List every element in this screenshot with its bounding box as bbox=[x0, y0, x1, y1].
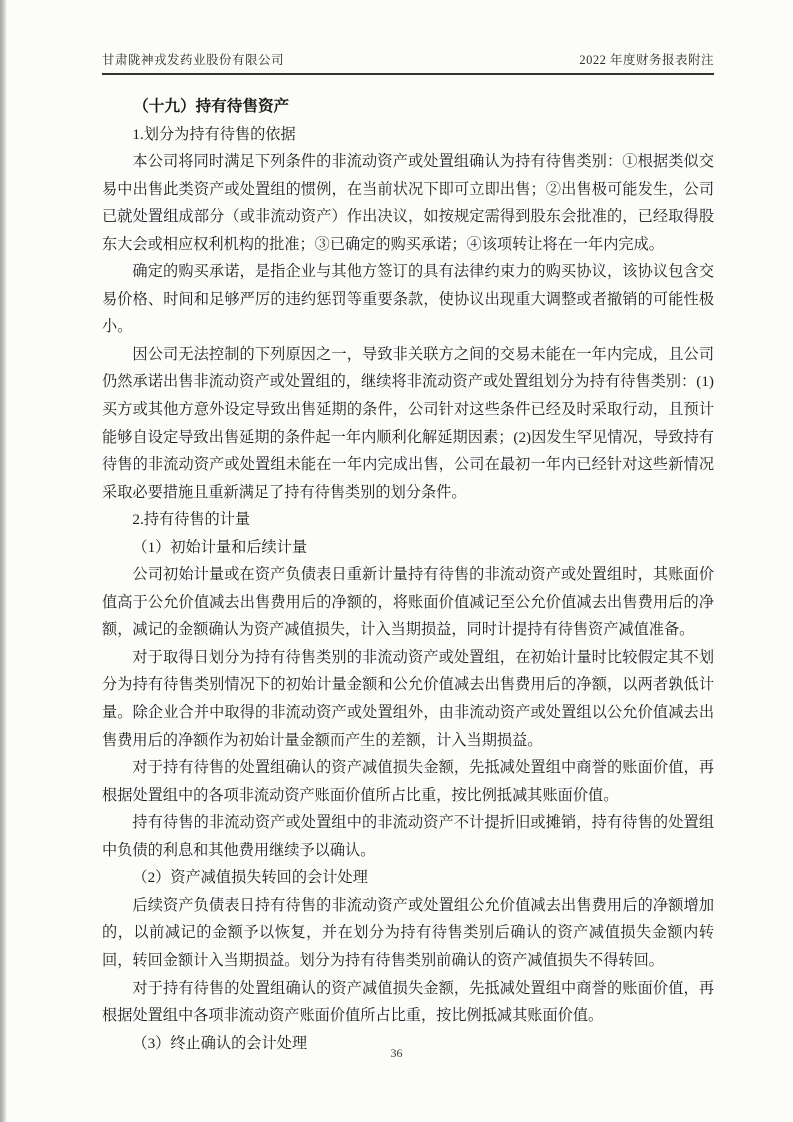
subheading-derecognition: （3）终止确认的会计处理 bbox=[132, 1034, 308, 1052]
page-header bbox=[102, 50, 714, 75]
body-paragraph: 本公司将同时满足下列条件的非流动资产或处置组确认为持有待售类别：①根据类似交易中出售此类资产或处置组的惯例，在当前状况下即可立即出售；②出售极可能发生，公司已就处置组成部分（或非流动资产）作出决议，如按规定需得到股东会批准的，已经取得股东大会或相应权利机构的批准；③已确定的购买承诺；④该项转让将在一年内完成。 bbox=[102, 153, 714, 253]
body-paragraph: 持有待售的非流动资产或处置组中的非流动资产不计提折旧或摊销，持有待售的处置组中负债的利息和其他费用继续予以确认。 bbox=[102, 814, 714, 859]
body-paragraph: 公司初始计量或在资产负债表日重新计量持有待售的非流动资产或处置组时，其账面价值高于公允价值减去出售费用后的净额的，将账面价值减记至公允价值减去出售费用后的净额，减记的金额确认为资产减值损失，计入当期损益，同时计提持有待售资产减值准备。 bbox=[102, 566, 714, 639]
subheading-basis-of-classification: 1.划分为持有待售的依据 bbox=[132, 125, 296, 143]
body-paragraph: 因公司无法控制的下列原因之一，导致非关联方之间的交易未能在一年内完成，且公司仍然承诺出售非流动资产或处置组的，继续将非流动资产或处置组划分为持有待售类别：(1)买方或其他方意外设定导致出售延期的条件，公司针对这些条件已经及时采取行动，且预计能够自设定导致出售延期的条件起一年内顺利化解延期因素；(2)因发生罕见情况，导致持有待售的非流动资产或处置组未能在一年内完成出售，公司在最初一年内已经针对这些新情况采取必要措施且重新满足了持有待售类别的划分条件。 bbox=[102, 345, 714, 501]
scan-edge-artifact bbox=[0, 0, 7, 1122]
document-body bbox=[102, 93, 714, 1057]
subheading-impairment-reversal: （2）资产减值损失转回的会计处理 bbox=[132, 869, 368, 887]
page-number: 36 bbox=[390, 1046, 403, 1060]
company-name: 甘肃陇神戎发药业股份有限公司 bbox=[102, 53, 285, 67]
report-title: 2022 年度财务报表附注 bbox=[579, 53, 714, 67]
body-paragraph: 对于持有待售的处置组确认的资产减值损失金额，先抵减处置组中商誉的账面价值，再根据处置组中的各项非流动资产账面价值所占比重，按比例抵减其账面价值。 bbox=[102, 759, 714, 804]
body-paragraph: 对于取得日划分为持有待售类别的非流动资产或处置组，在初始计量时比较假定其不划分为持有待售类别情况下的初始计量金额和公允价值减去出售费用后的净额，以两者孰低计量。除企业合并中取得的非流动资产或处置组外，由非流动资产或处置组以公允价值减去出售费用后的净额作为初始计量金额而产生的差额，计入当期损益。 bbox=[102, 648, 714, 749]
body-paragraph: 对于持有待售的处置组确认的资产减值损失金额，先抵减处置组中商誉的账面价值，再根据处置组中各项非流动资产账面价值所占比重，按比例抵减其账面价值。 bbox=[102, 979, 714, 1025]
section-title: （十九）持有待售资产 bbox=[133, 98, 290, 115]
body-paragraph: 后续资产负债表日持有待售的非流动资产或处置组公允价值减去出售费用后的净额增加的，以前减记的金额予以恢复，并在划分为持有待售类别后确认的资产减值损失金额内转回，转回金额计入当期损益。划分为持有待售类别前确认的资产减值损失不得转回。 bbox=[102, 896, 714, 969]
subheading-initial-and-subsequent-measurement: （1）初始计量和后续计量 bbox=[132, 538, 308, 556]
subheading-measurement: 2.持有待售的计量 bbox=[132, 511, 251, 529]
body-paragraph: 确定的购买承诺，是指企业与其他方签订的具有法律约束力的购买协议，该协议包含交易价格、时间和足够严厉的违约惩罚等重要条款，使协议出现重大调整或者撤销的可能性极小。 bbox=[102, 263, 714, 336]
